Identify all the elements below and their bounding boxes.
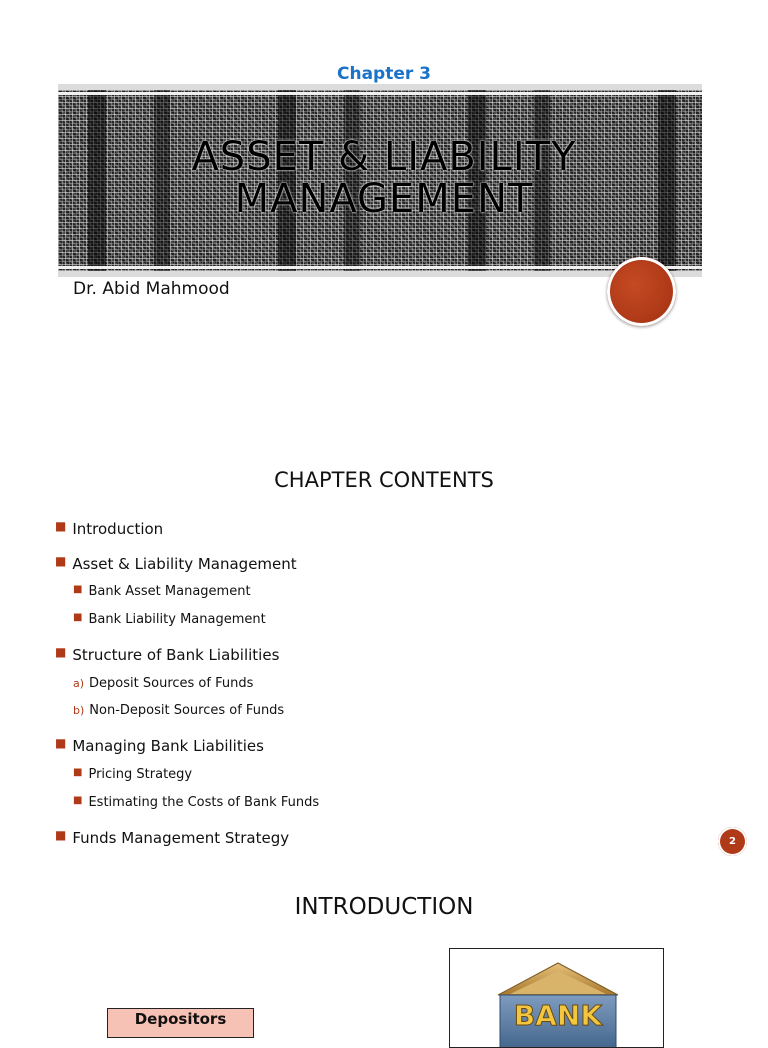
title-line-2: MANAGEMENT	[234, 176, 534, 222]
list-item-text: Managing Bank Liabilities	[72, 737, 264, 755]
list-item-text: Asset & Liability Management	[72, 555, 297, 573]
bank-sign-text: BANK	[513, 999, 603, 1032]
list-item-text: Introduction	[72, 520, 164, 538]
author-name: Dr. Abid Mahmood	[73, 279, 230, 299]
sub-list-item	[73, 703, 284, 718]
bullet-icon: ■	[55, 736, 67, 750]
list-item	[55, 737, 264, 755]
title-line-1: ASSET & LIABILITY	[191, 134, 577, 180]
list-item-text: Estimating the Costs of Bank Funds	[88, 795, 320, 810]
sub-list-item	[73, 676, 253, 691]
contents-slide	[0, 430, 768, 870]
bullet-icon: ■	[73, 795, 83, 806]
list-item-text: Bank Liability Management	[88, 612, 266, 627]
bullet-icon: ■	[55, 554, 67, 568]
list-item-text: Bank Asset Management	[88, 584, 251, 599]
bullet-icon: ■	[55, 645, 67, 659]
sub-list-item	[73, 584, 251, 599]
bullet-icon: ■	[73, 767, 83, 778]
slide-title	[0, 136, 768, 220]
sub-list-item	[73, 795, 319, 810]
list-item-text: Structure of Bank Liabilities	[72, 646, 280, 664]
bullet-icon: ■	[73, 612, 83, 623]
bullet-icon: ■	[73, 584, 83, 595]
list-item-text: Deposit Sources of Funds	[89, 676, 254, 691]
sub-list-item	[73, 612, 266, 627]
introduction-title: INTRODUCTION	[294, 894, 474, 920]
decorative-circle-icon	[607, 257, 676, 326]
sub-list-item	[73, 767, 192, 782]
list-item	[55, 646, 279, 664]
title-slide	[0, 0, 768, 400]
chapter-label: Chapter 3	[336, 64, 431, 84]
depositors-box: Depositors	[107, 1008, 254, 1038]
list-item	[55, 829, 289, 847]
list-item-text: Non-Deposit Sources of Funds	[89, 703, 285, 718]
bank-image-frame	[449, 948, 664, 1048]
list-item-text: Funds Management Strategy	[72, 829, 290, 847]
list-item-text: Pricing Strategy	[88, 767, 193, 782]
list-marker: a)	[73, 677, 85, 690]
list-item	[55, 520, 163, 538]
contents-title: CHAPTER CONTENTS	[274, 468, 494, 492]
introduction-slide	[0, 880, 768, 1032]
list-marker: b)	[73, 704, 85, 717]
bullet-icon: ■	[55, 519, 67, 533]
bullet-icon: ■	[55, 828, 67, 842]
bank-building-icon	[496, 961, 620, 1048]
page-number-badge: 2	[718, 827, 747, 856]
list-item	[55, 555, 297, 573]
